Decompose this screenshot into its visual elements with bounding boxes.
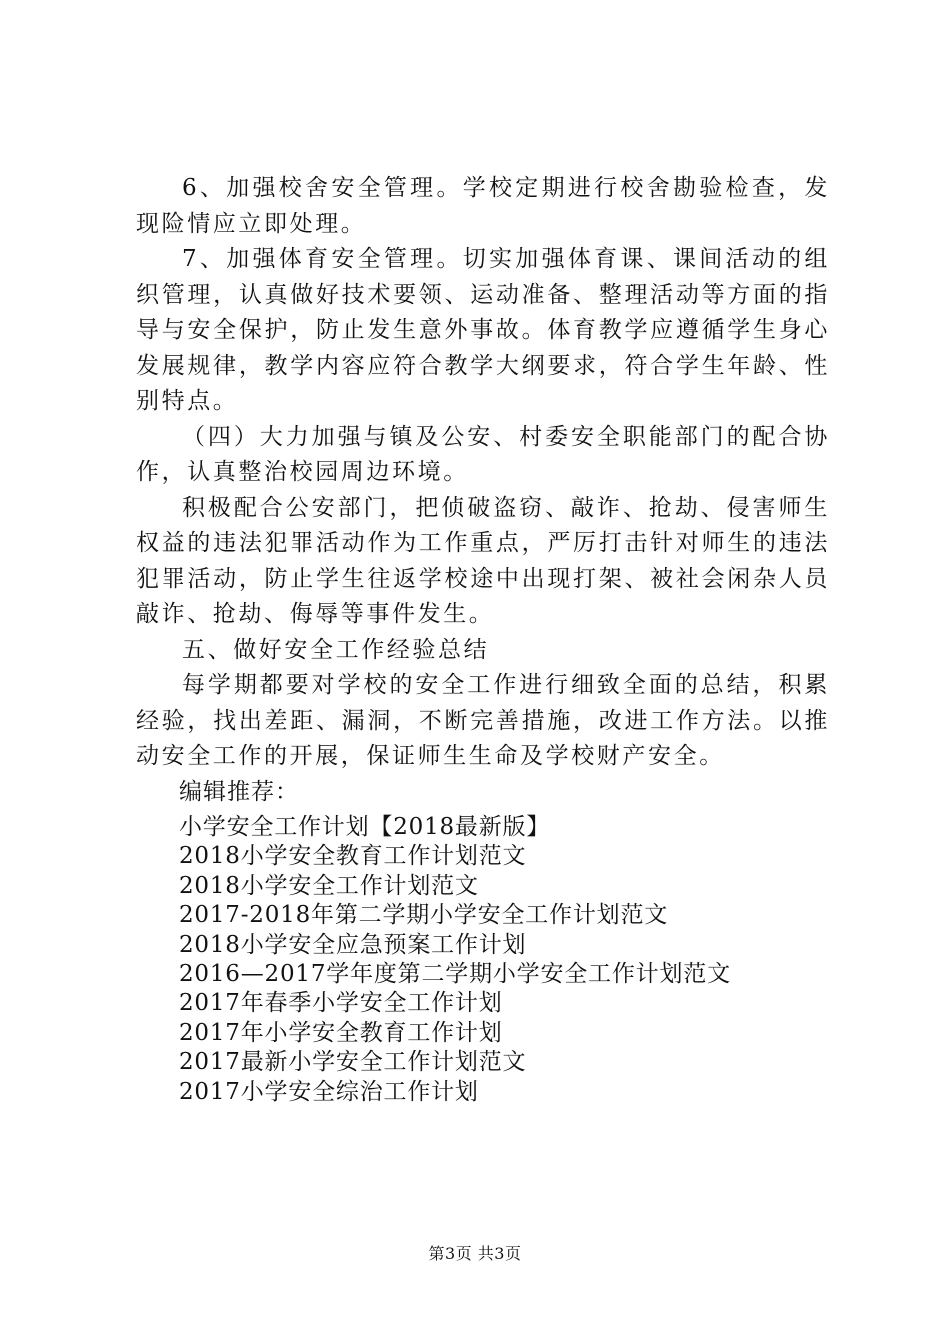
paragraph-section-four-heading: （四）大力加强与镇及公安、村委安全职能部门的配合协作，认真整治校园周边环境。: [136, 423, 830, 485]
recommendation-item[interactable]: [136, 901, 830, 930]
paragraph-police-cooperation: 积极配合公安部门，把侦破盗窃、敲诈、抢劫、侵害师生权益的违法犯罪活动作为工作重点，严厉打击针对师生的违法犯罪活动，防止学生往返学校途中出现打架、被社会闲杂人员敲诈、抢劫、侮辱等事件发生。: [136, 494, 830, 627]
recommendation-item[interactable]: [136, 989, 830, 1018]
recommendation-link[interactable]: 2018小学安全教育工作计划范文: [179, 843, 527, 870]
recommendation-item[interactable]: [136, 1019, 830, 1048]
recommendation-item[interactable]: [136, 1078, 830, 1107]
paragraph-sports-safety: 7、加强体育安全管理。切实加强体育课、课间活动的组织管理，认真做好技术要领、运动准备、整理活动等方面的指导与安全保护，防止发生意外事故。体育教学应遵循学生身心发展规律，教学内容应符合教学大纲要求，符合学生年龄、性别特点。: [136, 246, 830, 414]
recommendation-link[interactable]: 2018小学安全应急预案工作计划: [179, 931, 527, 958]
page-number-footer: 第3页 共3页: [428, 1244, 522, 1263]
paragraph-section-five-heading: 五、做好安全工作经验总结: [182, 636, 490, 663]
recommendation-link[interactable]: 小学安全工作计划【2018最新版】: [179, 814, 551, 840]
document-text-block: [136, 171, 830, 1107]
recommendation-item[interactable]: [136, 960, 830, 989]
recommendation-link[interactable]: 2016—2017学年度第二学期小学安全工作计划范文: [179, 961, 731, 988]
recommendation-link[interactable]: 2017-2018年第二学期小学安全工作计划范文: [179, 902, 669, 929]
recommendation-list: [136, 813, 830, 1107]
recommendation-link[interactable]: 2017最新小学安全工作计划范文: [179, 1049, 527, 1076]
recommendation-item[interactable]: [136, 842, 830, 871]
recommend-title: 编辑推荐：: [179, 778, 299, 805]
recommendation-item[interactable]: [136, 872, 830, 901]
recommendation-item[interactable]: [136, 813, 830, 842]
paragraph-school-buildings: 6、加强校舍安全管理。学校定期进行校舍勘验检查，发现险情应立即处理。: [136, 175, 830, 237]
recommendation-link[interactable]: 2017年春季小学安全工作计划: [179, 990, 503, 1017]
paragraph-summary: 每学期都要对学校的安全工作进行细致全面的总结，积累经验，找出差距、漏洞，不断完善措施，改进工作方法。以推动安全工作的开展，保证师生生命及学校财产安全。: [136, 672, 830, 769]
recommendation-link[interactable]: 2017小学安全综治工作计划: [179, 1078, 479, 1105]
recommendation-link[interactable]: 2018小学安全工作计划范文: [179, 872, 479, 899]
recommendation-item[interactable]: [136, 931, 830, 960]
recommendation-link[interactable]: 2017年小学安全教育工作计划: [179, 1019, 503, 1046]
recommendation-item[interactable]: [136, 1048, 830, 1077]
